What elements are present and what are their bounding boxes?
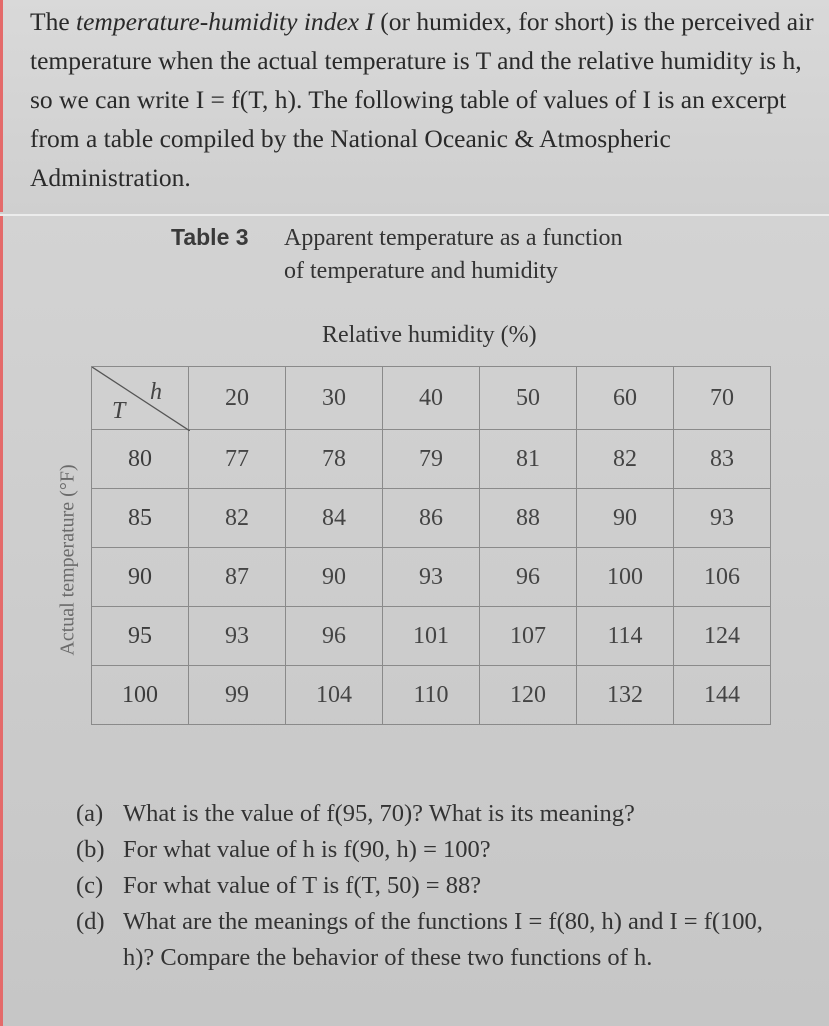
value-cell: 144 xyxy=(674,666,771,725)
humidity-header-cell: 30 xyxy=(286,367,383,430)
value-cell: 87 xyxy=(189,548,286,607)
question-label: (b) xyxy=(76,836,105,863)
exercise-questions xyxy=(76,796,796,976)
value-cell: 93 xyxy=(383,548,480,607)
value-cell: 84 xyxy=(286,489,383,548)
corner-cell xyxy=(92,367,189,430)
value-cell: 104 xyxy=(286,666,383,725)
temperature-cell: 90 xyxy=(92,548,189,607)
question-item xyxy=(76,868,796,904)
corner-label-h: h xyxy=(150,379,162,405)
value-cell: 114 xyxy=(577,607,674,666)
table-row xyxy=(92,548,771,607)
table-caption xyxy=(284,222,734,288)
humidity-header-cell: 50 xyxy=(480,367,577,430)
table-caption-line1: Apparent temperature as a function xyxy=(284,225,623,251)
question-label: (a) xyxy=(76,800,104,827)
value-cell: 124 xyxy=(674,607,771,666)
temperature-cell: 85 xyxy=(92,489,189,548)
table-row xyxy=(92,607,771,666)
intro-text: (or humidex, for short) is the perceived air temperature when the actual temperature is T and the relative humidity is h, so we can write I = f(T, h). The following table of values of I is an excerpt from a table compiled by the National Oceanic & Atmospheric Administration. xyxy=(30,7,814,192)
table-row xyxy=(92,666,771,725)
value-cell: 82 xyxy=(577,430,674,489)
value-cell: 93 xyxy=(189,607,286,666)
question-item xyxy=(76,832,796,868)
question-label: (c) xyxy=(76,872,104,899)
value-cell: 107 xyxy=(480,607,577,666)
margin-bar xyxy=(0,0,3,212)
question-label: (d) xyxy=(76,908,105,935)
value-cell: 77 xyxy=(189,430,286,489)
value-cell: 83 xyxy=(674,430,771,489)
table-row xyxy=(92,489,771,548)
corner-diagonal xyxy=(92,367,190,431)
humidex-table xyxy=(91,366,771,725)
question-text: What are the meanings of the functions I = f(80, h) and I = f(100, h)? Compare the behavior of these two functions of h. xyxy=(123,908,763,971)
temperature-cell: 100 xyxy=(92,666,189,725)
question-item xyxy=(76,796,796,832)
intro-paragraph xyxy=(30,2,820,197)
intro-prefix: The xyxy=(30,7,77,36)
value-cell: 96 xyxy=(286,607,383,666)
column-heading: Relative humidity (%) xyxy=(322,322,537,348)
temperature-cell: 80 xyxy=(92,430,189,489)
value-cell: 79 xyxy=(383,430,480,489)
value-cell: 132 xyxy=(577,666,674,725)
humidity-header-cell: 60 xyxy=(577,367,674,430)
value-cell: 81 xyxy=(480,430,577,489)
row-heading: Actual temperature (°F) xyxy=(56,464,79,656)
temperature-cell: 95 xyxy=(92,607,189,666)
question-item xyxy=(76,904,796,976)
value-cell: 90 xyxy=(286,548,383,607)
value-cell: 106 xyxy=(674,548,771,607)
value-cell: 99 xyxy=(189,666,286,725)
margin-bar xyxy=(0,216,3,1026)
value-cell: 82 xyxy=(189,489,286,548)
value-cell: 110 xyxy=(383,666,480,725)
humidity-header-cell: 20 xyxy=(189,367,286,430)
value-cell: 78 xyxy=(286,430,383,489)
question-text: What is the value of f(95, 70)? What is its meaning? xyxy=(123,800,635,827)
value-cell: 88 xyxy=(480,489,577,548)
question-text: For what value of h is f(90, h) = 100? xyxy=(123,836,491,863)
question-text: For what value of T is f(T, 50) = 88? xyxy=(123,872,482,899)
value-cell: 90 xyxy=(577,489,674,548)
value-cell: 120 xyxy=(480,666,577,725)
corner-label-t: T xyxy=(112,398,126,424)
value-cell: 93 xyxy=(674,489,771,548)
intro-term: temperature-humidity index I xyxy=(76,7,374,36)
value-cell: 101 xyxy=(383,607,480,666)
value-cell: 86 xyxy=(383,489,480,548)
table-label: Table 3 xyxy=(171,224,249,250)
humidity-header-cell: 70 xyxy=(674,367,771,430)
header-row xyxy=(92,367,771,430)
value-cell: 96 xyxy=(480,548,577,607)
humidity-header-cell: 40 xyxy=(383,367,480,430)
table-caption-line2: of temperature and humidity xyxy=(284,258,558,284)
value-cell: 100 xyxy=(577,548,674,607)
table-row xyxy=(92,430,771,489)
